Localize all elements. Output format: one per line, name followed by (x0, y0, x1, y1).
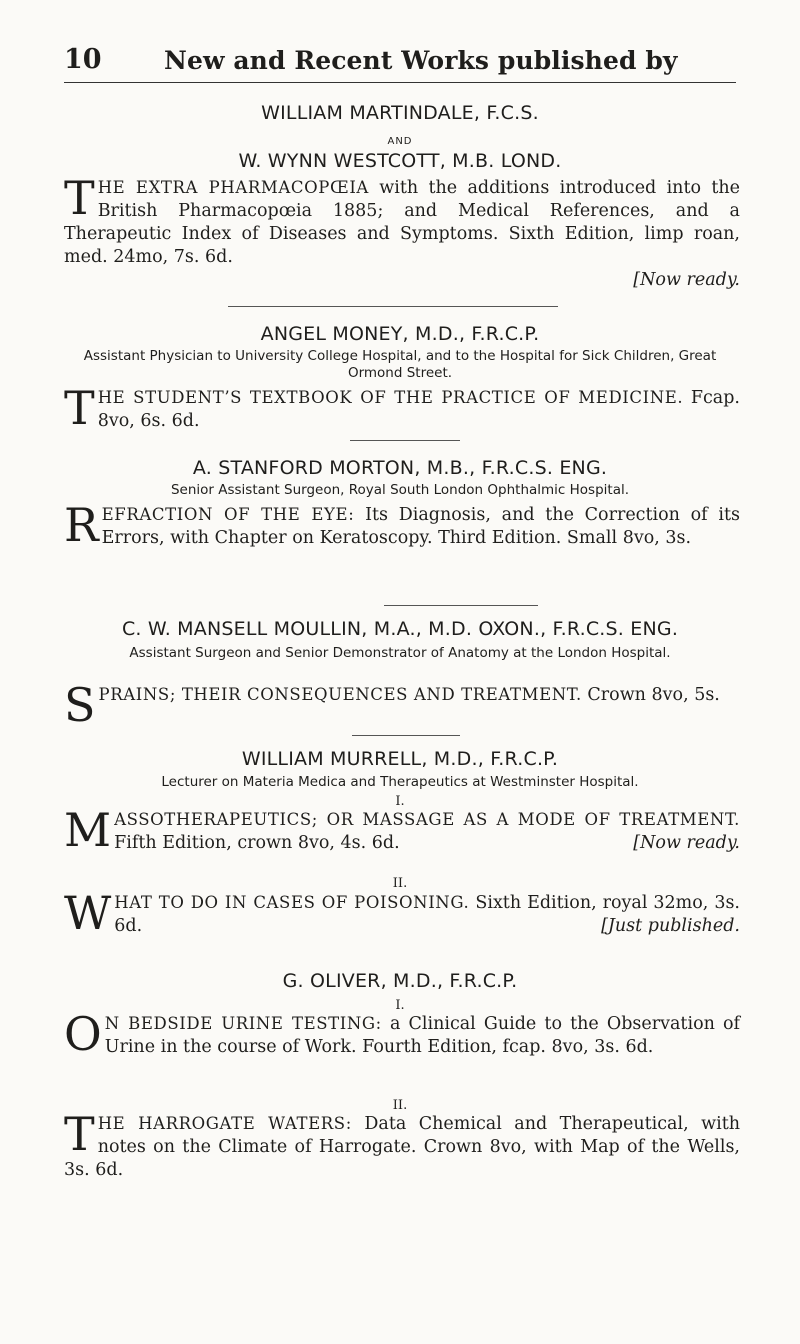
book-entry (64, 1007, 740, 1061)
volume-numeral: II. (392, 876, 408, 891)
book-description: Fcap. 8vo, 6s. 6d. (97, 388, 740, 431)
book-title: EFRACTION OF THE EYE: (101, 505, 355, 524)
author-name: ANGEL MONEY, M.D., F.R.C.P. (260, 323, 540, 345)
book-description: Sixth Edition, royal 32mo, 3s. 6d. (114, 893, 740, 936)
drop-cap: M (64, 803, 112, 857)
book-title: HE HARROGATE WATERS: (97, 1114, 352, 1133)
drop-cap: T (64, 381, 95, 435)
book-entry (64, 803, 740, 857)
book-entry (64, 1107, 740, 1182)
volume-numeral: I. (395, 998, 405, 1013)
author-name: WILLIAM MARTINDALE, F.C.S. (261, 102, 539, 124)
drop-cap: O (64, 1007, 102, 1061)
volume-numeral: II. (392, 1098, 408, 1113)
page-number: 10 (64, 44, 102, 75)
book-title: ASSOTHERAPEUTICS; OR MASSAGE AS A MODE OF TREATMENT. (114, 810, 740, 829)
availability-note: [Just published. (601, 916, 740, 936)
book-title: HAT TO DO IN CASES OF POISONING. (114, 893, 470, 912)
author-affiliation: Assistant Physician to University College Hospital, and to the Hospital for Sick Children, Great Ormond Street. (83, 348, 717, 381)
book-entry (64, 886, 740, 940)
book-title: HE EXTRA PHARMACOPŒIA (97, 178, 369, 197)
book-description: a Clinical Guide to the Observation of Urine in the course of Work. Fourth Edition, fcap. 8vo, 3s. 6d. (104, 1014, 740, 1057)
header-rule (64, 82, 736, 83)
author-name: WILLIAM MURRELL, M.D., F.R.C.P. (241, 748, 559, 770)
book-title: HE STUDENT’S TEXTBOOK OF THE PRACTICE OF MEDICINE. (97, 388, 684, 407)
book-description: Its Diagnosis, and the Correction of its Errors, with Chapter on Keratoscopy. Third Edition. Small 8vo, 3s. (101, 505, 740, 548)
author-joiner: AND (387, 136, 413, 147)
drop-cap: S (64, 678, 96, 732)
author-name: W. WYNN WESTCOTT, M.B. LOND. (238, 150, 562, 172)
book-entry (64, 171, 740, 292)
book-entry (64, 381, 740, 435)
separator-rule (350, 440, 460, 441)
separator-rule (352, 735, 460, 736)
separator-rule (228, 306, 558, 307)
author-affiliation: Senior Assistant Surgeon, Royal South London Ophthalmic Hospital. (170, 482, 630, 498)
author-name: C. W. MANSELL MOULLIN, M.A., M.D. OXON., F.R.C.S. ENG. (121, 618, 679, 640)
book-title: PRAINS; THEIR CONSEQUENCES AND TREATMENT. (98, 685, 582, 704)
running-title: New and Recent Works published by (164, 46, 678, 75)
book-title: N BEDSIDE URINE TESTING: (104, 1014, 382, 1033)
book-description: Data Chemical and Therapeutical, with notes on the Climate of Harrogate. Crown 8vo, with Map of the Wells, 3s. 6d. (64, 1114, 740, 1180)
separator-rule (384, 605, 538, 606)
author-name: G. OLIVER, M.D., F.R.C.P. (282, 970, 518, 992)
drop-cap: W (64, 886, 112, 940)
drop-cap: R (64, 498, 99, 552)
volume-numeral: I. (395, 794, 405, 809)
drop-cap: T (64, 1107, 95, 1161)
page-header (64, 44, 736, 88)
book-entry (64, 498, 740, 552)
availability-note: [Now ready. (633, 270, 740, 290)
book-entry (64, 678, 740, 732)
drop-cap: T (64, 171, 95, 225)
availability-note: [Now ready. (633, 833, 740, 853)
book-description: with the additions introduced into the British Pharmacopœia 1885; and Medical References, and a Therapeutic Index of Diseases and Symptoms. Sixth Edition, limp roan, med. 24mo, 7s. 6d. (64, 178, 740, 267)
author-name: A. STANFORD MORTON, M.B., F.R.C.S. ENG. (192, 457, 608, 479)
author-affiliation: Assistant Surgeon and Senior Demonstrator of Anatomy at the London Hospital. (129, 645, 671, 661)
author-affiliation: Lecturer on Materia Medica and Therapeutics at Westminster Hospital. (161, 774, 639, 790)
book-description: Fifth Edition, crown 8vo, 4s. 6d. (114, 833, 400, 853)
book-description: Crown 8vo, 5s. (581, 685, 720, 705)
